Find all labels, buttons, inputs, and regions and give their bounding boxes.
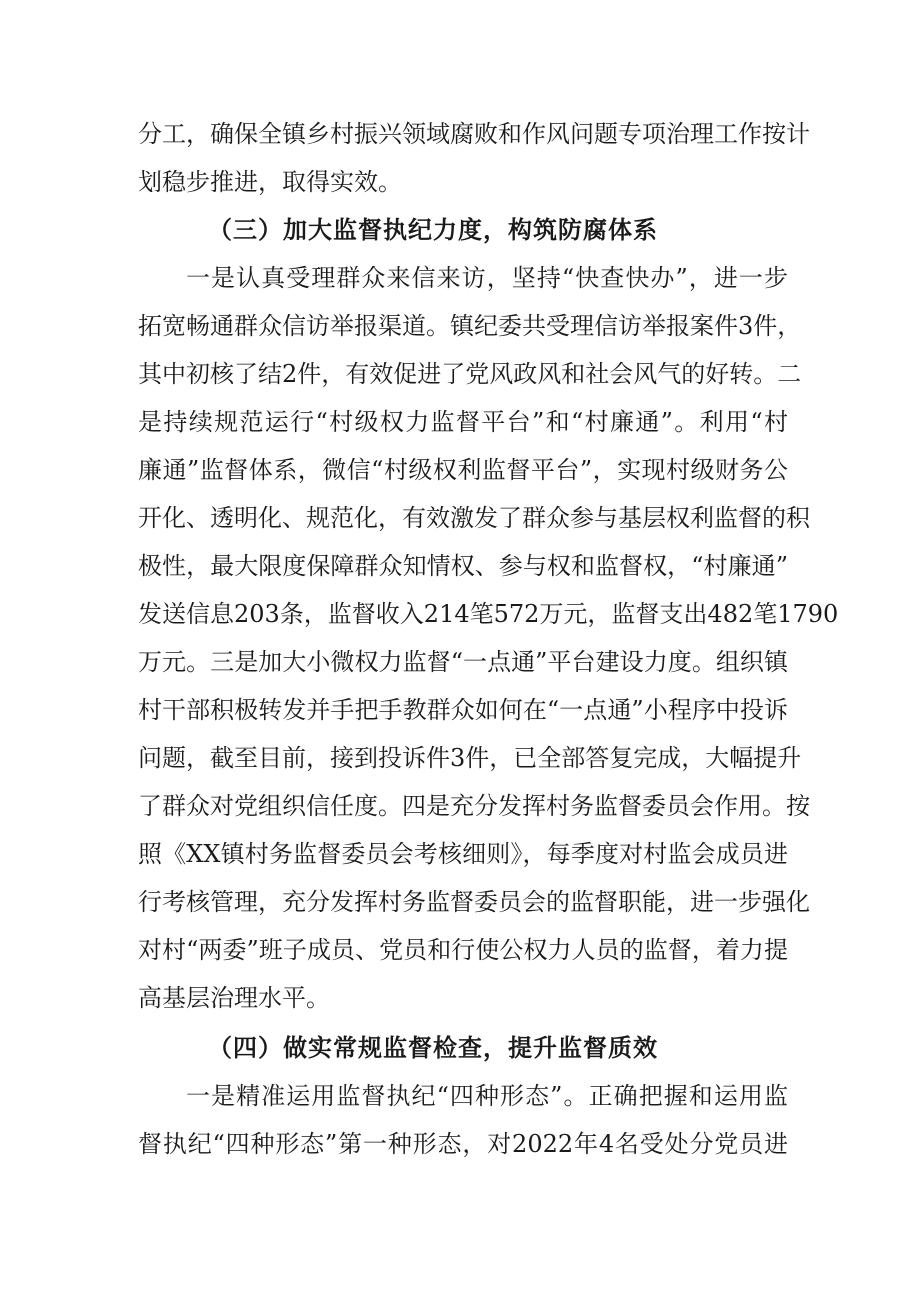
paragraph-line: 一是精准运用监督执纪“四种形态”。正确把握和运用监 bbox=[186, 1082, 788, 1110]
paragraph-line: 了群众对党组织信任度。四是充分发挥村务监督委员会作用。按 bbox=[138, 792, 810, 820]
section-heading-4: （四）做实常规监督检查，提升监督质效 bbox=[208, 1033, 658, 1062]
paragraph-line: 其中初核了结2件，有效促进了党风政风和社会风气的好转。二 bbox=[138, 360, 802, 388]
paragraph-line: 问题，截至目前，接到投诉件3件，已全部答复完成，大幅提升 bbox=[138, 744, 802, 772]
paragraph-line: 高基层治理水平。 bbox=[138, 984, 330, 1012]
paragraph-line: 是持续规范运行“村级权力监督平台”和“村廉通”。利用“村 bbox=[138, 408, 788, 436]
paragraph-line: 照《XX镇村务监督委员会考核细则》，每季度对村监会成员进 bbox=[138, 840, 788, 868]
paragraph-line: 开化、透明化、规范化，有效激发了群众参与基层权利监督的积 bbox=[138, 504, 810, 532]
paragraph-line: 发送信息203条，监督收入214笔572万元，监督支出482笔1790 bbox=[138, 600, 839, 628]
paragraph-line: 督执纪“四种形态”第一种形态，对2022年4名受处分党员进 bbox=[138, 1130, 788, 1158]
paragraph-line: 行考核管理，充分发挥村务监督委员会的监督职能，进一步强化 bbox=[138, 888, 810, 916]
paragraph-line: 村干部积极转发并手把手教群众如何在“一点通”小程序中投诉 bbox=[138, 696, 788, 724]
paragraph-line: 万元。三是加大小微权力监督“一点通”平台建设力度。组织镇 bbox=[138, 648, 788, 676]
paragraph-line: 拓宽畅通群众信访举报渠道。镇纪委共受理信访举报案件3件， bbox=[138, 312, 802, 340]
section-heading-3: （三）加大监督执纪力度，构筑防腐体系 bbox=[208, 215, 658, 244]
paragraph-line: 一是认真受理群众来信来访，坚持“快查快办”，进一步 bbox=[186, 264, 788, 292]
paragraph-line: 对村“两委”班子成员、党员和行使公权力人员的监督，着力提 bbox=[138, 936, 788, 964]
paragraph-line: 极性，最大限度保障群众知情权、参与权和监督权，“村廉通” bbox=[138, 552, 788, 580]
paragraph-line: 分工，确保全镇乡村振兴领域腐败和作风问题专项治理工作按计 bbox=[138, 120, 810, 148]
paragraph-line: 廉通”监督体系，微信“村级权利监督平台”，实现村级财务公 bbox=[138, 456, 788, 484]
paragraph-line: 划稳步推进，取得实效。 bbox=[138, 168, 402, 196]
